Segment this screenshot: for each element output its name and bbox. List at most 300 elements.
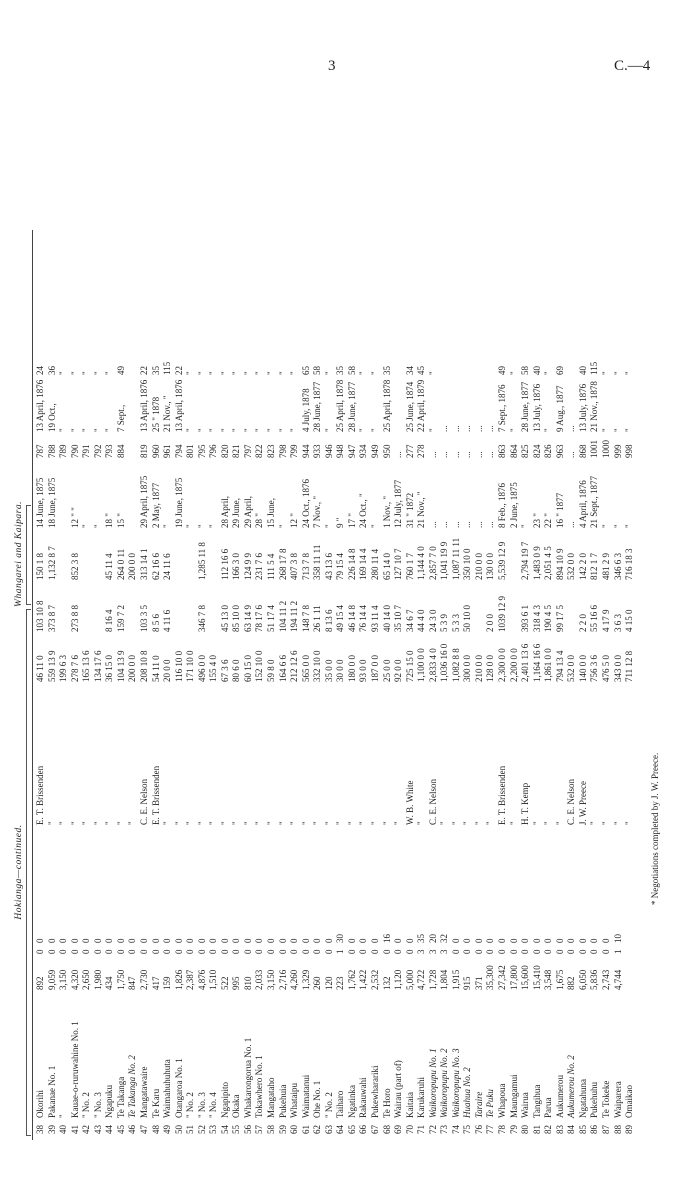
block-name: Whakarongorua No. 1	[242, 1037, 253, 1118]
total-cost: 112 16 6	[219, 548, 230, 580]
crown-date: "	[543, 428, 554, 432]
area-perches: 32	[439, 934, 450, 943]
area-roods: 0	[46, 949, 57, 954]
block-name: Karukaruhi	[416, 1077, 427, 1118]
survey-cost: 4 17 9	[600, 609, 611, 632]
crown-date: ...	[566, 425, 577, 432]
sheet-number: 950	[381, 444, 392, 458]
deed-date: 24 Oct., 1876	[300, 479, 311, 528]
deed-date: 16 " 1877	[554, 492, 565, 528]
total-cost: 124 9 9	[242, 553, 253, 580]
crown-date: 7 Sept.,	[115, 404, 126, 432]
payment-amount: 756 3 6	[589, 655, 600, 682]
land-purchase-table	[32, 230, 650, 1140]
agent-name: "	[346, 821, 357, 825]
area-perches: 0	[81, 938, 92, 943]
deed-date: 19 June, 1875	[173, 477, 184, 528]
block-name: " No. 2	[81, 1092, 92, 1118]
area-perches: 20	[427, 934, 438, 943]
payment-amount: 1,036 16 0	[439, 643, 450, 682]
payment-amount: 92 0 0	[393, 659, 404, 682]
agent-name: "	[266, 821, 276, 825]
row-number: 73	[439, 1125, 450, 1134]
block-name: Waikoropupu No. 3	[450, 1048, 461, 1118]
gazette-number: 115	[162, 361, 173, 375]
deed-date: 29 June,	[231, 498, 242, 528]
total-cost: 1,144 4 0	[416, 546, 427, 580]
area-perches: 0	[92, 938, 103, 943]
area-roods: 0	[323, 949, 334, 954]
sheet-number: 819	[138, 444, 149, 458]
gazette-number: 22	[138, 366, 149, 375]
block-name: Huahua No. 2	[462, 1067, 473, 1118]
total-cost: 111 5 4	[266, 553, 276, 580]
block-name: Ohe No. 1	[312, 1080, 323, 1118]
total-cost: 358 11 11	[312, 544, 323, 580]
block-name: Maungamui	[508, 1074, 519, 1118]
block-name: Otangaroa No. 1	[173, 1058, 184, 1118]
gazette-number: "	[323, 371, 334, 375]
payment-amount: 54 11 0	[150, 655, 161, 682]
area-acres: 995	[231, 976, 242, 990]
survey-cost: 159 7 2	[115, 605, 126, 632]
payment-amount: 1,082 8 8	[450, 648, 461, 682]
gazette-number: 34	[404, 366, 415, 375]
deed-date: "	[624, 524, 635, 528]
sheet-number: 793	[104, 444, 115, 458]
area-acres: 132	[381, 976, 392, 990]
total-cost: 79 15 4	[335, 553, 346, 580]
row-number: 59	[277, 1125, 288, 1134]
crown-date: 13 July, 1876	[577, 383, 588, 432]
area-roods: 0	[381, 949, 392, 954]
area-acres: 3,548	[543, 969, 554, 990]
area-perches: 0	[323, 938, 334, 943]
survey-cost: 4 15 0	[624, 609, 635, 632]
deed-date: 12 July, 1877	[393, 479, 404, 528]
area-perches: 0	[277, 938, 288, 943]
area-acres: 35,300	[485, 965, 496, 990]
area-perches: 0	[450, 938, 461, 943]
area-roods: 0	[277, 949, 288, 954]
gazette-number: 58	[312, 366, 323, 375]
row-number: 63	[323, 1125, 334, 1134]
area-acres: 27,342	[497, 965, 507, 990]
area-perches: 0	[485, 938, 496, 943]
area-perches: 0	[531, 938, 542, 943]
area-acres: 260	[312, 976, 323, 990]
row-number: 46	[127, 1125, 138, 1134]
deed-date: 12 " "	[69, 507, 80, 528]
agent-name: "	[439, 821, 450, 825]
sheet-number: 947	[346, 444, 357, 458]
agent-name: "	[323, 821, 334, 825]
crown-date: 9 Aug., 1877	[554, 385, 565, 432]
total-cost: 852 3 8	[69, 553, 80, 580]
sheet-number: ...	[393, 451, 404, 458]
payment-amount: 1,861 0 0	[543, 648, 554, 682]
payment-amount: 60 15 0	[242, 655, 253, 682]
deed-date: 28 "	[254, 513, 265, 528]
block-name: Mangataho	[266, 1077, 276, 1118]
area-perches: 0	[600, 938, 611, 943]
block-name: " No. 2	[323, 1092, 334, 1118]
area-acres: 5,836	[589, 969, 600, 990]
payment-amount: 171 10 0	[185, 650, 196, 682]
row-number: 68	[381, 1125, 392, 1134]
area-acres: 5,000	[404, 969, 415, 990]
total-cost: 200 0 0	[127, 553, 138, 580]
row-number: 83	[554, 1125, 565, 1134]
gazette-number: "	[81, 371, 92, 375]
sheet-number: ...	[450, 451, 461, 458]
sheet-number: 792	[92, 444, 103, 458]
total-cost: 713 7 8	[300, 553, 311, 580]
area-acres: 2,532	[369, 969, 380, 990]
total-cost: 5,539 12 9	[497, 541, 507, 580]
row-number: 72	[427, 1125, 438, 1134]
deed-date: "	[185, 524, 196, 528]
total-cost: 268 17 8	[277, 548, 288, 580]
payment-amount: 30 0 0	[335, 659, 346, 682]
area-roods: 0	[58, 949, 69, 954]
payment-amount: 104 13 9	[115, 650, 126, 682]
sheet-number: 824	[531, 444, 542, 458]
survey-cost: 190 4 5	[543, 605, 554, 632]
area-perches: 0	[312, 938, 323, 943]
total-cost: 130 0 0	[485, 553, 496, 580]
sheet-number: 821	[231, 444, 242, 458]
sheet-number: 801	[185, 444, 196, 458]
row-number: 85	[577, 1125, 588, 1134]
area-acres: 2,650	[81, 969, 92, 990]
block-name: Pukehuhu	[589, 1082, 600, 1118]
area-acres: 417	[150, 976, 161, 990]
deed-date: ...	[439, 521, 450, 528]
sheet-number: 791	[81, 444, 92, 458]
sheet-number: 799	[289, 444, 300, 458]
crown-date: 28 June, 1877	[520, 381, 531, 432]
survey-cost: 35 10 7	[393, 605, 404, 632]
survey-cost: 76 14 4	[358, 605, 369, 632]
row-number: 75	[462, 1125, 473, 1134]
crown-date: "	[254, 428, 265, 432]
area-roods: 0	[196, 949, 207, 954]
row-number: 87	[600, 1125, 611, 1134]
agent-name: "	[162, 821, 173, 825]
area-roods: 0	[566, 949, 577, 954]
payment-amount: 2,200 0 0	[508, 648, 519, 682]
block-name: Wairau (part of)	[393, 1060, 404, 1118]
crown-date: "	[196, 428, 207, 432]
gazette-number: "	[58, 371, 69, 375]
survey-cost: 2 0 0	[485, 614, 496, 632]
payment-amount: 332 10 0	[312, 650, 323, 682]
gazette-number: "	[208, 371, 219, 375]
area-roods: 0	[115, 949, 126, 954]
area-acres: 4,722	[416, 969, 427, 990]
crown-date: "	[104, 428, 115, 432]
gazette-number: "	[277, 371, 288, 375]
total-cost: 127 10 7	[393, 548, 404, 580]
crown-date: 25 June, 1874	[404, 381, 415, 432]
area-acres: 1,120	[393, 969, 404, 990]
area-roods: 0	[289, 949, 300, 954]
row-number: 39	[46, 1125, 57, 1134]
survey-cost: 5 3 3	[450, 614, 461, 632]
area-roods: 0	[104, 949, 115, 954]
payment-amount: 476 5 0	[600, 655, 611, 682]
total-cost: 226 14 8	[346, 548, 357, 580]
total-cost: 231 7 6	[254, 553, 265, 580]
area-roods: 3	[416, 949, 427, 954]
agent-name: "	[624, 821, 635, 825]
gazette-number: 115	[589, 361, 600, 375]
crown-date: 25 " 1878	[150, 396, 161, 432]
block-name: Taraire	[473, 1091, 484, 1118]
agent-name: "	[289, 821, 300, 825]
area-perches: 0	[254, 938, 265, 943]
area-perches: 30	[335, 934, 346, 943]
row-number: 47	[138, 1125, 149, 1134]
crown-date: 19 Oct.,	[46, 403, 57, 432]
agent-name: "	[485, 821, 496, 825]
block-name: Omaikao	[624, 1085, 635, 1118]
row-number: 55	[231, 1125, 242, 1134]
row-number: 62	[312, 1125, 323, 1134]
area-perches: 0	[508, 938, 519, 943]
crown-date: ...	[462, 425, 473, 432]
page-number: 3	[328, 58, 336, 74]
crown-date: 25 April, 1878	[335, 379, 346, 432]
area-roods: 0	[462, 949, 473, 954]
area-roods: 0	[531, 949, 542, 954]
area-roods: 0	[138, 949, 149, 954]
row-number: 76	[473, 1125, 484, 1134]
agent-name: "	[358, 821, 369, 825]
sheet-number: 820	[219, 444, 230, 458]
area-roods: 0	[81, 949, 92, 954]
area-acres: 810	[242, 976, 253, 990]
agent-name: J. W. Preece	[577, 781, 588, 825]
sheet-number: 946	[323, 444, 334, 458]
block-name: Te Horo	[381, 1088, 392, 1118]
deed-date: 8 Feb., 1876	[497, 483, 507, 528]
block-name: Okaka	[231, 1094, 242, 1118]
payment-amount: 20 0 0	[162, 659, 173, 682]
sheet-number: 998	[624, 444, 635, 458]
block-name: Tokawhero No. 1	[254, 1055, 265, 1118]
area-acres: 1,750	[115, 969, 126, 990]
region-label: Hokianga—continued.	[14, 823, 24, 920]
area-roods: 0	[520, 949, 531, 954]
footnote: * Negotiations completed by J. W. Preece.	[650, 752, 660, 905]
area-perches: 0	[138, 938, 149, 943]
total-cost: 166 3 0	[231, 553, 242, 580]
deed-date: ...	[566, 521, 577, 528]
deed-date: 21 Nov., "	[416, 491, 427, 528]
area-roods: 0	[346, 949, 357, 954]
deed-date: ...	[462, 521, 473, 528]
region-bracket	[26, 505, 31, 604]
area-acres: 2,033	[254, 969, 265, 990]
area-roods: 3	[427, 949, 438, 954]
row-number: 48	[150, 1125, 161, 1134]
crown-date: 13 April, 1876	[138, 379, 149, 432]
crown-date: ...	[485, 425, 496, 432]
sheet-number: 790	[69, 444, 80, 458]
area-perches: 0	[219, 938, 230, 943]
sheet-number: 999	[612, 444, 623, 458]
payment-amount: 36 15 0	[104, 655, 115, 682]
crown-date: 4 July, 1878	[300, 388, 311, 432]
deed-date: 14 June, 1875	[35, 477, 45, 528]
crown-date: "	[277, 428, 288, 432]
gazette-number: "	[69, 371, 80, 375]
payment-amount: 725 15 0	[404, 650, 415, 682]
crown-date: 28 June, 1877	[346, 381, 357, 432]
block-name: Waikoropupu No. 1	[427, 1048, 438, 1118]
deed-date: 18 "	[104, 513, 115, 528]
crown-date: "	[208, 428, 219, 432]
payment-amount: 343 0 0	[612, 655, 623, 682]
sheet-number: 934	[358, 444, 369, 458]
area-roods: 0	[254, 949, 265, 954]
row-number: 58	[266, 1125, 276, 1134]
block-name: " No. 4	[208, 1092, 219, 1118]
total-cost: 1,087 11 11	[450, 537, 461, 580]
deed-date: "	[92, 524, 103, 528]
deed-date: 29 April,	[242, 495, 253, 528]
area-roods: 0	[35, 949, 45, 954]
payment-amount: 25 0 0	[381, 659, 392, 682]
region-bracket	[26, 609, 31, 1136]
agent-name: "	[300, 821, 311, 825]
row-number: 80	[520, 1125, 531, 1134]
area-roods: 0	[473, 949, 484, 954]
survey-cost: 103 3 5	[138, 605, 149, 632]
crown-date: "	[231, 428, 242, 432]
payment-amount: 1,164 16 6	[531, 643, 542, 682]
total-cost: 532 0 0	[566, 553, 577, 580]
payment-amount: 80 6 0	[231, 659, 242, 682]
total-cost: 45 11 4	[104, 553, 115, 580]
survey-cost: 5 3 9	[439, 614, 450, 632]
crown-date: 22 April, 1879	[416, 379, 427, 432]
sheet-number: 278	[416, 444, 427, 458]
area-acres: 1,762	[346, 969, 357, 990]
survey-cost: 8 5 6	[150, 614, 161, 632]
area-perches: 0	[173, 938, 184, 943]
payment-amount: 2,300 0 0	[497, 648, 507, 682]
block-name: "	[58, 1114, 69, 1118]
area-perches: 0	[196, 938, 207, 943]
sheet-number: 1001	[589, 440, 600, 458]
survey-cost: 194 11 2	[289, 600, 300, 632]
total-cost: 2,794 19 7	[520, 541, 531, 580]
survey-cost: 50 10 0	[462, 605, 473, 632]
payment-amount: 711 12 8	[624, 650, 635, 682]
agent-name: "	[277, 821, 288, 825]
payment-amount: 300 0 0	[462, 655, 473, 682]
payment-amount: 208 10 8	[138, 650, 149, 682]
area-perches: 0	[115, 938, 126, 943]
gazette-number: 36	[46, 366, 57, 375]
crown-date: 7 Sept., 1876	[497, 384, 507, 432]
crown-date: "	[600, 428, 611, 432]
payment-amount: 210 0 0	[473, 655, 484, 682]
sheet-number: 963	[554, 444, 565, 458]
agent-name: "	[543, 821, 554, 825]
block-name: Whataipu	[289, 1083, 300, 1118]
area-roods: 0	[231, 949, 242, 954]
row-number: 41	[69, 1125, 80, 1134]
total-cost: 481 2 9	[600, 553, 611, 580]
agent-name: "	[254, 821, 265, 825]
row-number: 89	[624, 1125, 635, 1134]
area-perches: 0	[35, 938, 45, 943]
row-number: 77	[485, 1125, 496, 1134]
area-acres: 6,050	[577, 969, 588, 990]
area-roods: 0	[358, 949, 369, 954]
gazette-number: 22	[173, 366, 184, 375]
area-perches: 0	[346, 938, 357, 943]
block-name: Ngatahuna	[577, 1079, 588, 1118]
agent-name: "	[531, 821, 542, 825]
crown-date: 13 July, 1876	[531, 383, 542, 432]
sheet-number: ...	[462, 451, 473, 458]
deed-date: 15 June,	[266, 498, 276, 528]
sheet-number: ...	[473, 451, 484, 458]
gazette-number: 35	[150, 366, 161, 375]
agent-name: "	[381, 821, 392, 825]
deed-date: ...	[473, 521, 484, 528]
agent-name: "	[473, 821, 484, 825]
total-cost: 43 13 6	[323, 553, 334, 580]
agent-name: "	[196, 821, 207, 825]
block-name: Mangatawaire	[138, 1066, 149, 1118]
survey-cost: 46 14 8	[346, 605, 357, 632]
gazette-number: "	[508, 371, 519, 375]
area-perches: 0	[208, 938, 219, 943]
survey-cost: 103 10 8	[35, 600, 45, 632]
crown-date: "	[289, 428, 300, 432]
area-acres: 1,422	[358, 969, 369, 990]
survey-cost: 4 11 6	[162, 609, 173, 632]
payment-amount: 59 8 0	[266, 659, 276, 682]
deed-date: 2 June, 1875	[508, 482, 519, 528]
agent-name: "	[58, 821, 69, 825]
crown-date: "	[242, 428, 253, 432]
sheet-number: 944	[300, 444, 311, 458]
deed-date: 29 April, 1875	[138, 475, 149, 528]
gazette-number: "	[612, 371, 623, 375]
gazette-number: 58	[346, 366, 357, 375]
row-number: 67	[369, 1125, 380, 1134]
sheet-number: 949	[369, 444, 380, 458]
payment-amount: 35 0 0	[323, 659, 334, 682]
area-acres: 3,150	[58, 969, 69, 990]
survey-cost: 8 13 6	[323, 609, 334, 632]
gazette-number: 40	[531, 366, 542, 375]
gazette-number: "	[92, 371, 103, 375]
sheet-number: 787	[35, 444, 45, 458]
crown-date: 13 April, 1876	[35, 379, 45, 432]
area-perches: 0	[300, 938, 311, 943]
gazette-number: "	[231, 371, 242, 375]
deed-date: 21 Sept., 1877	[589, 475, 600, 528]
sheet-number: 948	[335, 444, 346, 458]
